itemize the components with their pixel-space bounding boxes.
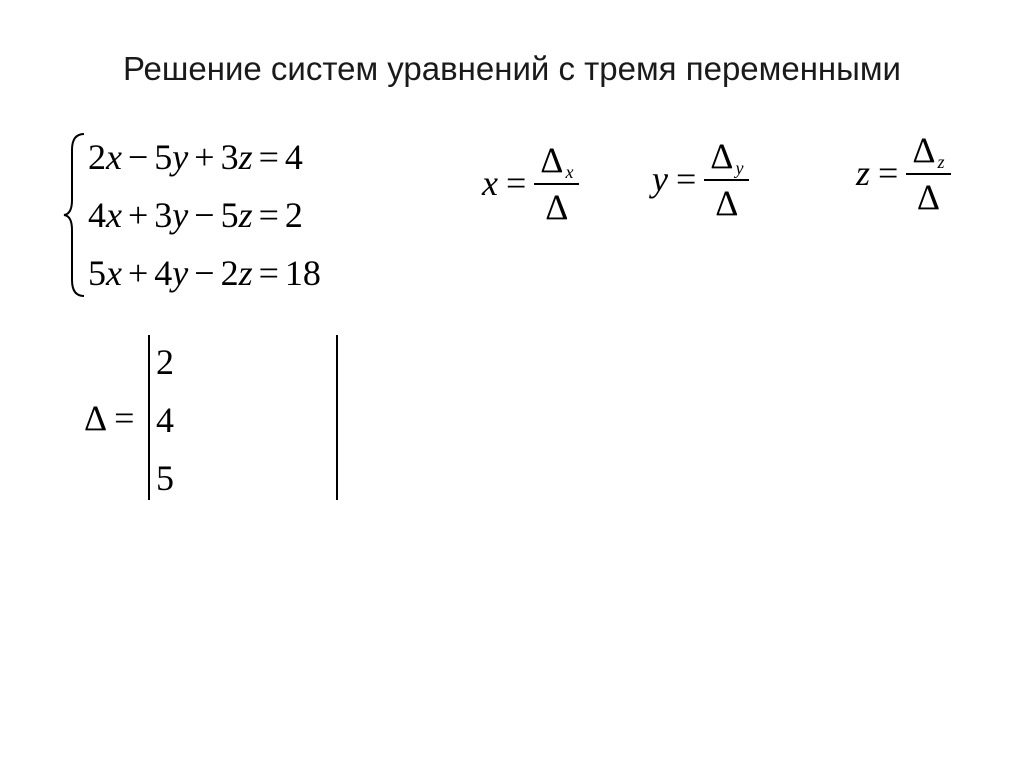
formula-z: z = $\frac{\Delta _z}{\Delta}$	[856, 132, 951, 215]
fraction-y: $\frac{\Delta _y}{\Delta}$	[704, 138, 749, 221]
determinant-left-bar	[148, 335, 150, 500]
fraction-z: $\frac{\Delta _z}{\Delta}$	[906, 132, 950, 215]
slide-title: Решение систем уравнений с тремя переменными	[123, 50, 901, 87]
equation-system	[62, 130, 382, 310]
determinant-label: Δ =	[84, 398, 135, 438]
determinant-cell-3-1: 5	[156, 458, 174, 498]
equation-1: 2x − 5y + 3z = 4	[88, 137, 303, 177]
curly-brace-icon	[62, 130, 88, 300]
fraction-x: $\frac{\Delta _x}{\Delta}$	[534, 142, 579, 225]
determinant	[84, 335, 354, 505]
formula-x: x = $\frac{\Delta _x}{\Delta}$	[482, 142, 579, 225]
determinant-cell-1-1: 2	[156, 342, 174, 382]
determinant-right-bar	[336, 335, 338, 500]
determinant-cell-2-1: 4	[156, 400, 174, 440]
equation-2: 4x + 3y − 5z = 2	[88, 195, 303, 235]
equation-3: 5x + 4y − 2z = 18	[88, 253, 321, 293]
formula-y: y = $\frac{\Delta _y}{\Delta}$	[652, 138, 749, 221]
